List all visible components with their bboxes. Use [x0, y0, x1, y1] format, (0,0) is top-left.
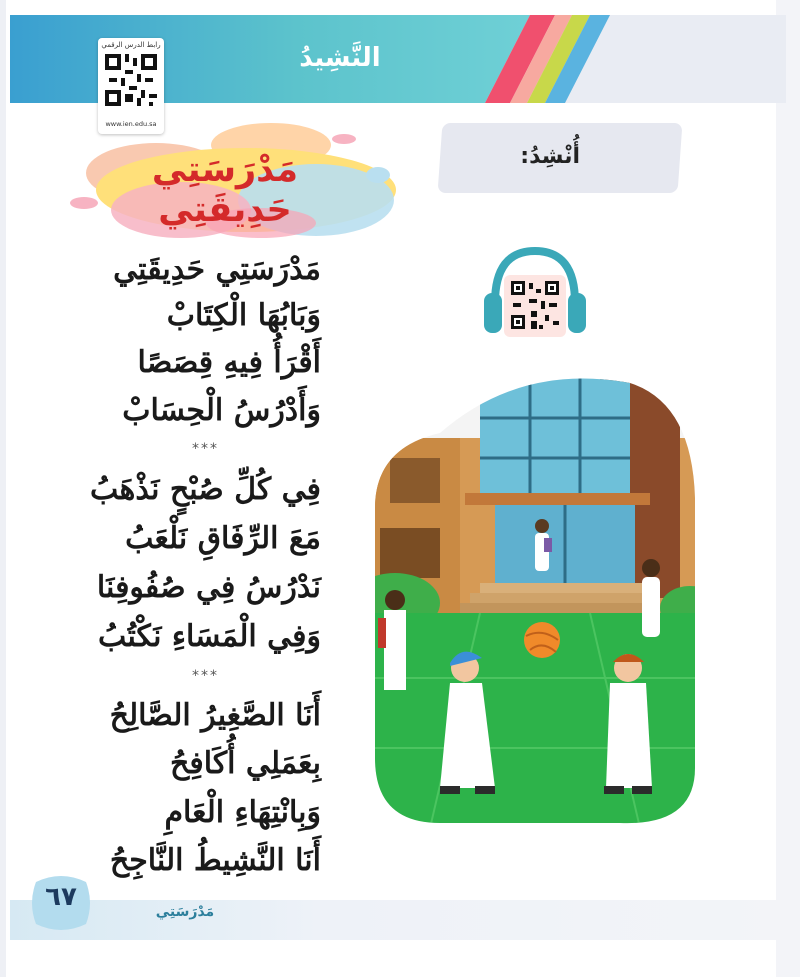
poem-line: أَنَا الصَّغِيرُ الصَّالِحُ [109, 698, 321, 733]
poem-line: مَعَ الرِّفَاقِ نَلْعَبُ [125, 521, 321, 556]
poem-line: مَدْرَسَتِي حَدِيقَتِي [113, 252, 321, 287]
footer-band-graphic [10, 900, 786, 940]
poem-line: وَأَدْرُسُ الْحِسَابْ [122, 393, 321, 428]
poem-line: أَقْرَأُ فِيهِ قِصَصًا [137, 345, 321, 380]
page-right-edge [776, 0, 800, 977]
page-left-edge [0, 0, 6, 977]
unit-label: مَدْرَسَتِي [155, 904, 215, 920]
poem-line: وَفِي الْمَسَاءِ نَكْتُبُ [98, 619, 321, 654]
poem-title: مَدْرَسَتِي حَدِيقَتِي [151, 150, 299, 230]
poem-line: بِعَمَلِي أُكَافِحُ [169, 746, 321, 781]
qr-code-icon [105, 54, 157, 106]
school-yard-illustration [370, 378, 700, 828]
page-number: ٦٧ [45, 882, 77, 912]
section-title: النَّشِيدُ [299, 43, 381, 73]
headphones-qr-icon[interactable] [480, 243, 590, 343]
poem-line: أَنَا النَّشِيطُ النَّاجِحُ [109, 843, 321, 878]
poem-line: فِي كُلِّ صُبْحٍ نَذْهَبُ [90, 472, 321, 507]
stanza-separator: *** [192, 668, 219, 684]
poem-line: وَبَابُهَا الْكِتَابْ [166, 298, 321, 333]
poem-line: نَدْرُسُ فِي صُفُوفِنَا [96, 570, 321, 605]
qr-url: www.ien.edu.sa [105, 120, 157, 128]
poem-line: وَبِانْتِهَاءِ الْعَامِ [164, 795, 321, 830]
qr-label: رابط الدرس الرقمي [101, 41, 161, 49]
instruction-text: أُنْشِدُ: [520, 144, 580, 169]
stanza-separator: *** [192, 441, 219, 457]
